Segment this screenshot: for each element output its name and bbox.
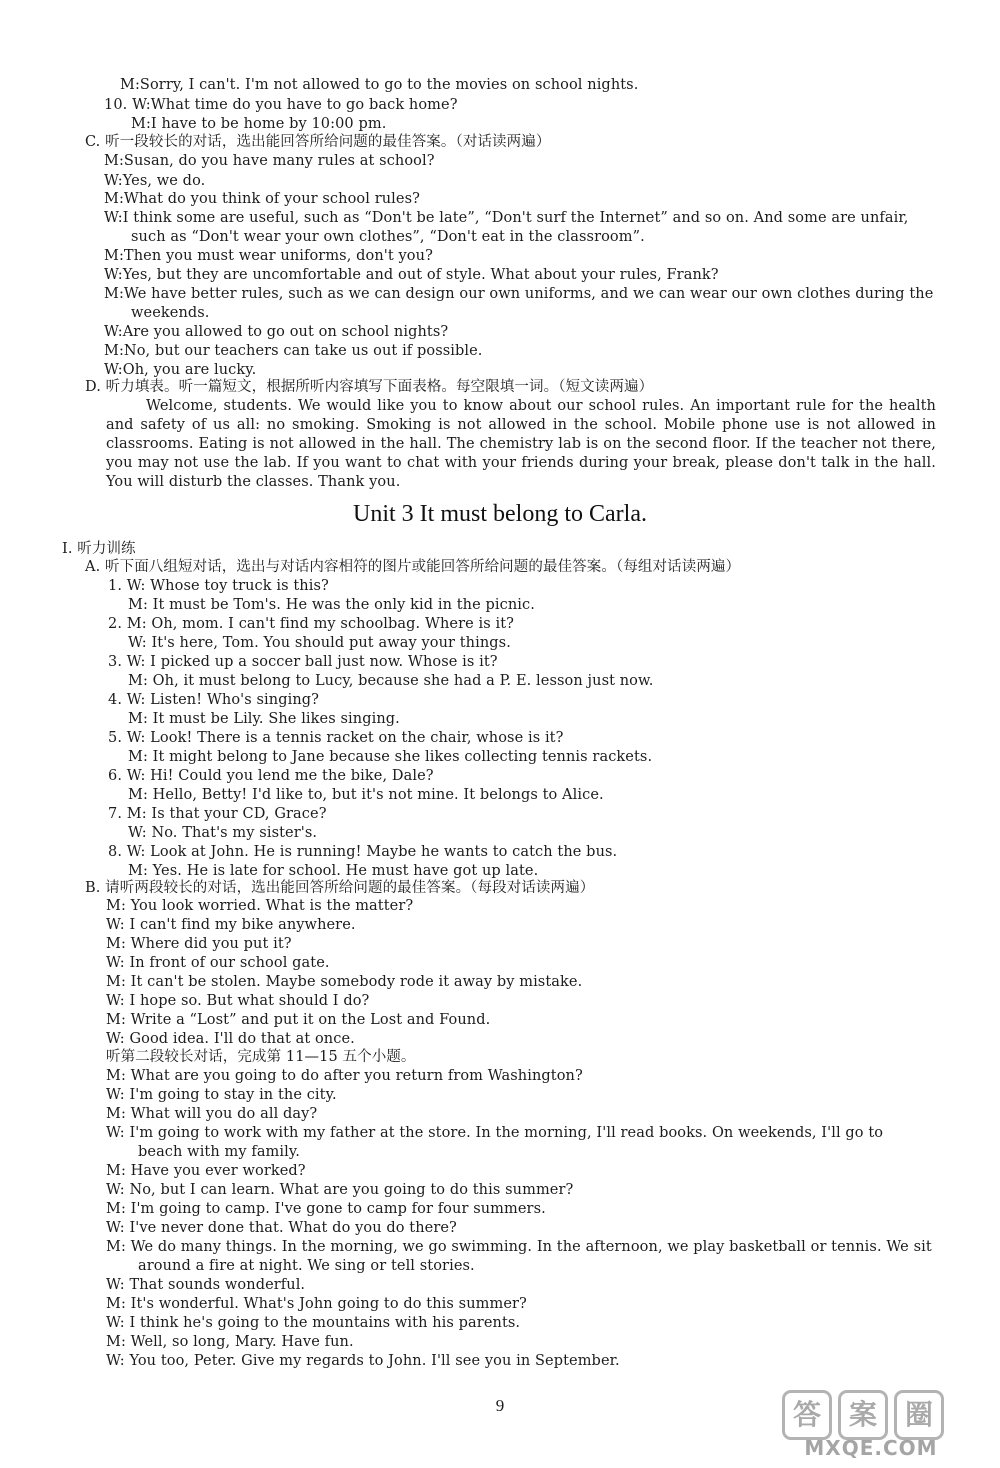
watermark-logo: [756, 1390, 986, 1460]
text-line: W:Yes, but they are uncomfortable and out of style. What about your rules, Frank?: [104, 267, 719, 283]
text-line: M: It must be Lily. She likes singing.: [128, 711, 400, 727]
text-line: M:What do you think of your school rules?: [104, 191, 420, 207]
text-line: W:Are you allowed to go out on school nights?: [104, 324, 449, 340]
text-line: M:We have better rules, such as we can design our own uniforms, and we can wear our own clothes during the: [104, 286, 934, 302]
text-line: C. 听一段较长的对话，选出能回答所给问题的最佳答案。（对话读两遍）: [85, 134, 551, 150]
text-line: 7. M: Is that your CD, Grace?: [108, 806, 327, 822]
text-line: M: You look worried. What is the matter?: [106, 898, 414, 914]
text-line: M: Oh, it must belong to Lucy, because she had a P. E. lesson just now.: [128, 673, 654, 689]
text-line: M: What will you do all day?: [106, 1106, 318, 1122]
text-line: M: Where did you put it?: [106, 936, 292, 952]
text-line: 听第二段较长对话，完成第 11—15 五个小题。: [106, 1049, 416, 1065]
text-line: beach with my family.: [138, 1144, 300, 1160]
text-line: D. 听力填表。听一篇短文，根据所听内容填写下面表格。每空限填一词。（短文读两遍）: [85, 379, 654, 395]
text-line: W: Good idea. I'll do that at once.: [106, 1031, 355, 1047]
text-line: M: Yes. He is late for school. He must have got up late.: [128, 863, 539, 879]
text-line: M: Hello, Betty! I'd like to, but it's not mine. It belongs to Alice.: [128, 787, 604, 803]
text-line: M:Then you must wear uniforms, don't you?: [104, 248, 433, 264]
unit-title: Unit 3 It must belong to Carla.: [353, 501, 647, 527]
text-line: W: You too, Peter. Give my regards to John. I'll see you in September.: [106, 1353, 620, 1369]
text-line: 2. M: Oh, mom. I can't find my schoolbag. Where is it?: [108, 616, 515, 632]
watermark-char: 答: [782, 1390, 832, 1440]
text-line: 3. W: I picked up a soccer ball just now. Whose is it?: [108, 654, 498, 670]
text-line: M: Have you ever worked?: [106, 1163, 306, 1179]
text-line: W: That sounds wonderful.: [106, 1277, 306, 1293]
text-line: M:I have to be home by 10:00 pm.: [131, 116, 387, 132]
text-line: W: I think he's going to the mountains with his parents.: [106, 1315, 521, 1331]
text-line: 1. W: Whose toy truck is this?: [108, 578, 329, 594]
page-number: 9: [495, 1396, 505, 1415]
text-line: 6. W: Hi! Could you lend me the bike, Dale?: [108, 768, 434, 784]
text-line: M: What are you going to do after you return from Washington?: [106, 1068, 583, 1084]
text-line: 8. W: Look at John. He is running! Maybe he wants to catch the bus.: [108, 844, 618, 860]
text-line: M: I'm going to camp. I've gone to camp for four summers.: [106, 1201, 546, 1217]
text-line: W: In front of our school gate.: [106, 955, 330, 971]
text-line: W: I've never done that. What do you do there?: [106, 1220, 457, 1236]
watermark-site: MXQE.COM: [804, 1436, 938, 1460]
text-line: W: I hope so. But what should I do?: [106, 993, 370, 1009]
text-line: M:Sorry, I can't. I'm not allowed to go to the movies on school nights.: [120, 77, 639, 93]
text-line: W: No. That's my sister's.: [128, 825, 318, 841]
text-line: W:I think some are useful, such as “Don't be late”, “Don't surf the Internet” and so on. And some are unfair,: [104, 210, 909, 226]
text-line: M:No, but our teachers can take us out if possible.: [104, 343, 483, 359]
text-line: B. 请听两段较长的对话，选出能回答所给问题的最佳答案。（每段对话读两遍）: [85, 880, 595, 896]
text-line: M: It can't be stolen. Maybe somebody rode it away by mistake.: [106, 974, 583, 990]
text-line: M: Well, so long, Mary. Have fun.: [106, 1334, 354, 1350]
text-line: 10. W:What time do you have to go back home?: [104, 97, 458, 113]
text-line: weekends.: [131, 305, 210, 321]
text-line: W: No, but I can learn. What are you going to do this summer?: [106, 1182, 574, 1198]
text-line: such as “Don't wear your own clothes”, “Don't eat in the classroom”.: [131, 229, 645, 245]
watermark-char: 圈: [894, 1390, 944, 1440]
text-line: M: Write a “Lost” and put it on the Lost and Found.: [106, 1012, 491, 1028]
text-line: 4. W: Listen! Who's singing?: [108, 692, 320, 708]
text-line: Ⅰ. 听力训练: [62, 541, 136, 557]
text-line: W:Oh, you are lucky.: [104, 362, 257, 378]
text-line: W: I'm going to stay in the city.: [106, 1087, 337, 1103]
text-line: M: It must be Tom's. He was the only kid in the picnic.: [128, 597, 535, 613]
text-line: M: It might belong to Jane because she likes collecting tennis rackets.: [128, 749, 653, 765]
text-line: W: It's here, Tom. You should put away your things.: [128, 635, 511, 651]
text-line: W:Yes, we do.: [104, 173, 206, 189]
text-line: M: It's wonderful. What's John going to do this summer?: [106, 1296, 527, 1312]
watermark-char: 案: [838, 1390, 888, 1440]
text-line: W: I can't find my bike anywhere.: [106, 917, 356, 933]
text-line: Welcome, students. We would like you to know about our school rules. An important rule for the health and safety of us all: no smoking. Smoking is not allowed in the school. Mobile phone use is not allowed in classrooms. Eating is not allowed in the hall. The chemistry lab is on the second floor. If the teacher not there, you may not use the lab. If you want to chat with your friends during your break, please don't talk in the hall. You will disturb the classes. Thank you.: [106, 398, 936, 490]
text-line: around a fire at night. We sing or tell stories.: [138, 1258, 475, 1274]
text-line: W: I'm going to work with my father at the store. In the morning, I'll read books. On weekends, I'll go to: [106, 1125, 884, 1141]
text-line: A. 听下面八组短对话，选出与对话内容相符的图片或能回答所给问题的最佳答案。（每组对话读两遍）: [85, 559, 741, 575]
text-line: M: We do many things. In the morning, we go swimming. In the afternoon, we play basketball or tennis. We sit: [106, 1239, 932, 1255]
text-line: M:Susan, do you have many rules at school?: [104, 153, 435, 169]
text-line: 5. W: Look! There is a tennis racket on the chair, whose is it?: [108, 730, 564, 746]
